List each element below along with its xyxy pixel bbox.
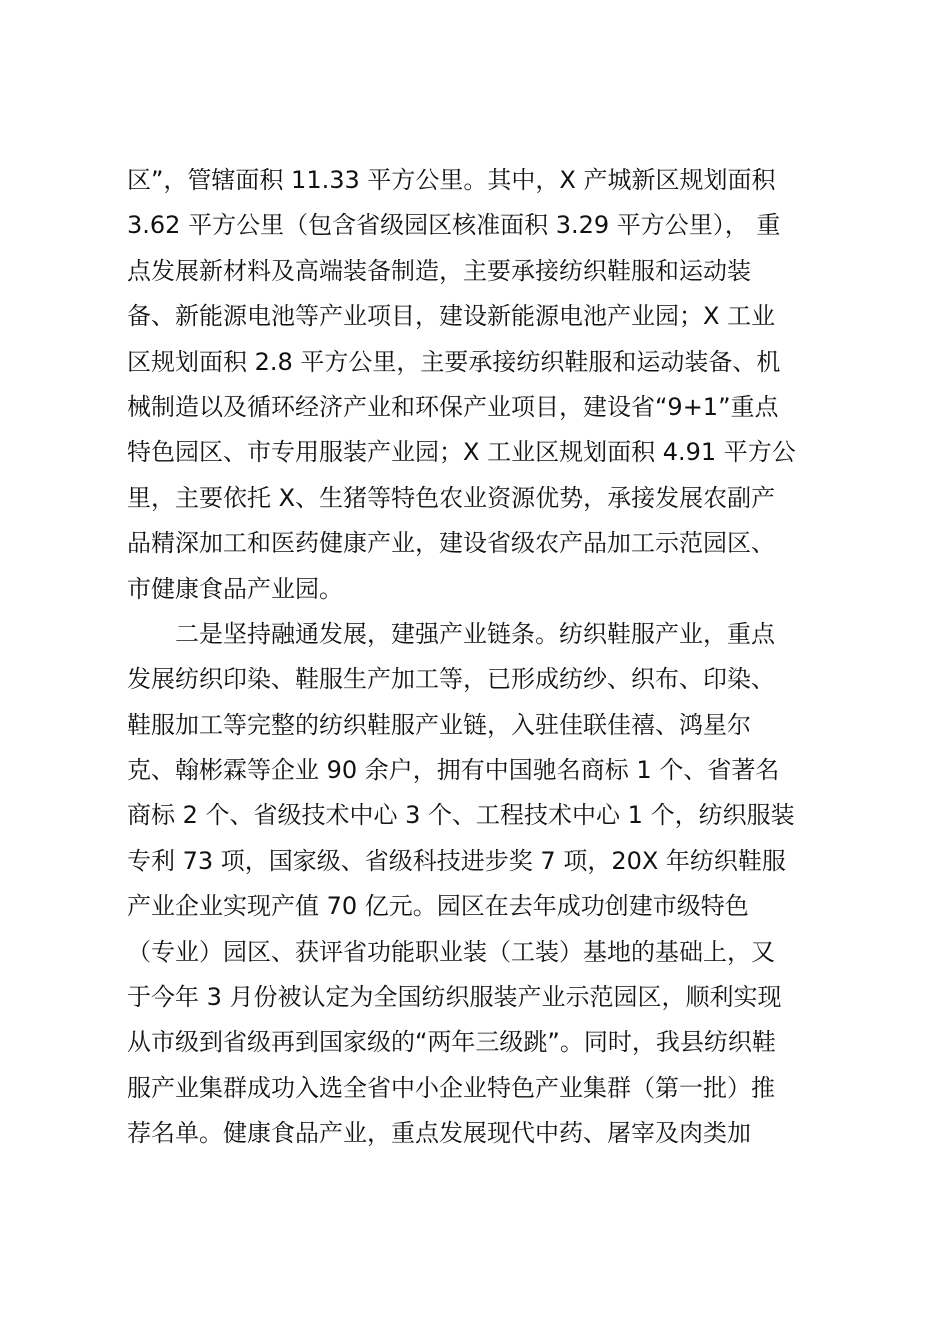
text-line: 区规划面积 2.8 平方公里，主要承接纺织鞋服和运动装备、机 xyxy=(127,347,781,376)
text-line: 专利 73 项，国家级、省级科技进步奖 7 项，20X 年纺织鞋服 xyxy=(127,846,786,875)
text-line: 品精深加工和医药健康产业，建设省级农产品加工示范园区、 xyxy=(127,529,775,558)
text-line: 械制造以及循环经济产业和环保产业项目，建设省“9+1”重点 xyxy=(127,392,779,421)
text-line: 服产业集群成功入选全省中小企业特色产业集群（第一批）推 xyxy=(127,1073,775,1102)
text-line: 商标 2 个、省级技术中心 3 个、工程技术中心 1 个，纺织服装 xyxy=(127,801,795,830)
text-line: 特色园区、市专用服装产业园；X 工业区规划面积 4.91 平方公 xyxy=(127,438,796,467)
text-line: 二是坚持融通发展，建强产业链条。纺织鞋服产业，重点 xyxy=(127,619,775,648)
body-text xyxy=(127,158,827,1157)
text-line: 产业企业实现产值 70 亿元。园区在去年成功创建市级特色 xyxy=(127,892,749,921)
text-line: 3.62 平方公里（包含省级园区核准面积 3.29 平方公里）， 重 xyxy=(127,211,781,240)
text-line: 市健康食品产业园。 xyxy=(127,574,343,603)
text-line: 区”，管辖面积 11.33 平方公里。其中，X 产城新区规划面积 xyxy=(127,166,776,194)
text-line: （专业）园区、获评省功能职业装（工装）基地的基础上，又 xyxy=(127,937,775,966)
text-line: 发展纺织印染、鞋服生产加工等，已形成纺纱、织布、印染、 xyxy=(127,665,775,694)
text-line: 克、翰彬霖等企业 90 余户，拥有中国驰名商标 1 个、省著名 xyxy=(127,756,780,785)
text-line: 里，主要依托 X、生猪等特色农业资源优势，承接发展农副产 xyxy=(127,483,776,512)
text-line: 从市级到省级再到国家级的“两年三级跳”。同时，我县纺织鞋 xyxy=(127,1028,776,1057)
text-line: 于今年 3 月份被认定为全国纺织服装产业示范园区，顺利实现 xyxy=(127,983,782,1012)
text-line: 鞋服加工等完整的纺织鞋服产业链，入驻佳联佳禧、鸿星尔 xyxy=(127,710,751,739)
text-line: 点发展新材料及高端装备制造，主要承接纺织鞋服和运动装 xyxy=(127,256,751,285)
text-line: 备、新能源电池等产业项目，建设新能源电池产业园；X 工业 xyxy=(127,302,776,331)
text-line: 荐名单。健康食品产业，重点发展现代中药、屠宰及肉类加 xyxy=(127,1119,751,1148)
